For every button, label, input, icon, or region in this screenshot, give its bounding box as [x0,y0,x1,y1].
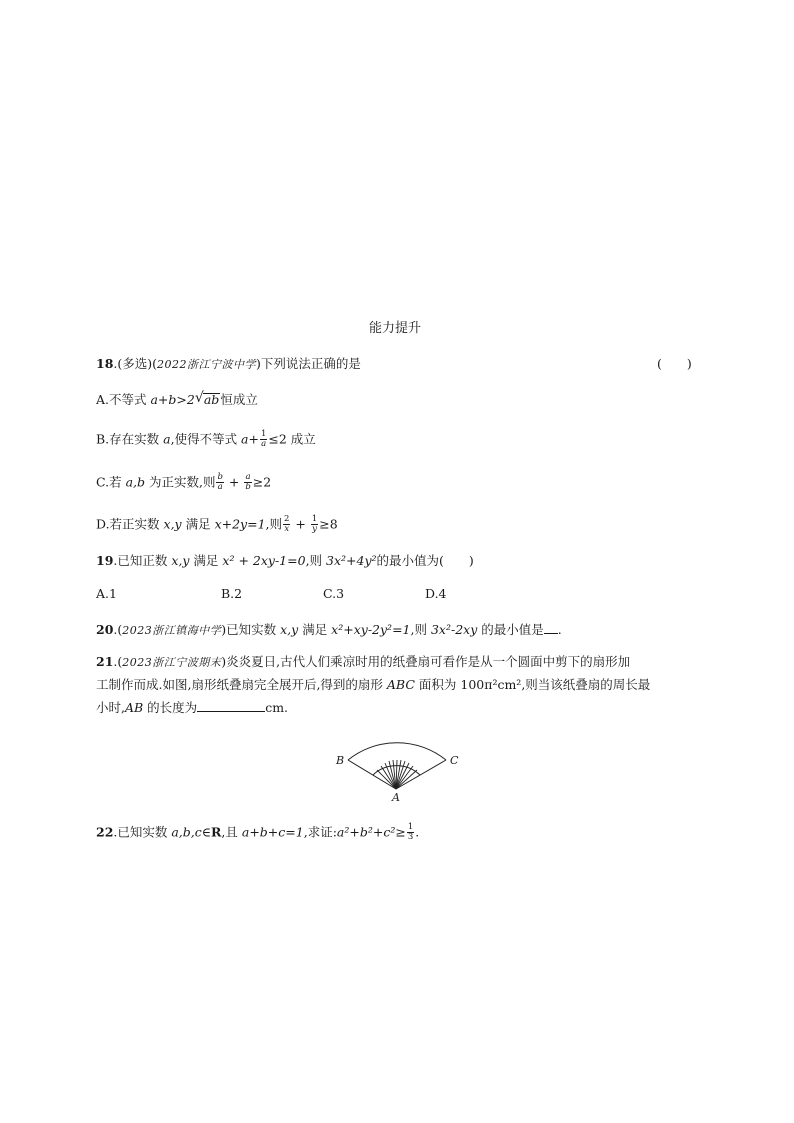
q22-vars: a,b,c [171,824,202,840]
q18-b-frac-num: 1 [260,429,267,439]
q18-b-frac-den: a [261,438,267,449]
q20-post: 的最小值是 [477,622,544,637]
q22-expr: a²+b²+c²≥ [336,824,406,840]
q18-d-f2-num: 1 [311,514,318,524]
q18-c-fraction-2 [244,473,251,491]
q22-pre: .已知实数 [113,824,172,840]
q18-d-fraction-2 [311,515,318,533]
fan-figure [330,722,464,804]
q18-b-fraction [260,430,267,448]
q22-prove: ,求证: [303,824,337,840]
section-title: 能力提升 [369,321,422,336]
q21-unit: cm. [265,700,289,715]
q19-cond: x² + 2xy-1=0 [222,553,306,568]
q20-pre: .( [113,622,123,637]
q18-option-d [96,516,338,534]
q19-option-c: C.3 [323,586,345,601]
q18-a-radicand: ab [203,392,220,407]
q20-number: 20 [96,622,114,637]
q18-a-tail: 恒成立 [220,392,258,407]
fan-ribs [377,760,417,789]
q21-segment: AB [124,700,144,715]
q20-end: . [557,622,562,637]
q21-line-1 [96,656,630,669]
q22-in: ∈ [201,824,212,840]
q18-stem [96,358,361,371]
q21-text-3-mid: 的长度为 [143,700,198,715]
q18-d-cond: x+2y=1 [214,516,266,532]
q21-answer-blank[interactable] [197,699,265,712]
q22-number: 22 [96,824,114,840]
q18-b-expr: a+ [241,431,259,447]
q19-option-b: B.2 [221,586,243,601]
q18-d-plus: + [291,516,310,532]
q21-text-3-pre: 小时, [96,700,125,715]
q20-expr: 3x²-2xy [430,622,478,637]
q18-source: 2022浙江宁波中学 [157,358,257,371]
q19-expr: 3x²+4y² [326,553,377,568]
q19-mid2: ,则 [305,553,327,568]
q19-post: 的最小值为( ) [376,553,474,568]
q18-c-fraction-1 [216,473,223,491]
q21-text-2-pre: 工制作而成.如图,扇形纸叠扇完全展开后,得到的扇形 [96,677,387,692]
q20-stem-pre: )已知实数 [221,622,281,637]
q19-pre: .已知正数 [113,553,172,568]
fan-label-a: A [392,791,400,804]
q19-option-d: D.4 [425,586,447,601]
q20-cond: x²+xy-2y²=1 [331,622,411,637]
q19-stem [96,555,474,568]
q20-mid: 满足 [298,622,332,637]
q18-a-sqrt [194,390,220,407]
q20-answer-blank[interactable] [544,621,558,634]
q21-text-1: )炎炎夏日,古代人们乘凉时用的纸叠扇可看作是从一个圆面中剪下的扇形加 [221,654,631,669]
q19-option-a: A.1 [96,586,117,601]
q19-vars: x,y [171,553,190,568]
q22-mid: ,且 [221,824,242,840]
q21-pre: .( [113,654,123,669]
q22-stem [96,824,419,842]
q19-mid: 满足 [189,553,223,568]
fan-edge-ab [348,760,396,789]
q18-d-fraction-1 [283,515,290,533]
q18-b-label: B.存在实数 [96,431,164,447]
q18-d-f1-den: x [284,523,290,534]
q18-d-mid: 满足 [181,516,215,532]
q18-c-plus: + [224,474,244,490]
q18-c-tail: ≥2 [252,474,272,490]
q18-c-f2-num: a [245,472,251,482]
q22-cond: a+b+c=1 [241,824,304,840]
q18-d-then: ,则 [265,516,283,532]
q21-text-2-mid: 面积为 100π²cm²,则当该纸叠扇的周长最 [414,677,651,692]
fan-outer-arc [348,743,446,760]
q18-c-vars: a,b [125,474,146,490]
q21-number: 21 [96,654,114,669]
q21-line-2 [96,679,650,692]
q18-d-f2-den: y [312,523,317,534]
q18-option-c [96,474,271,492]
q18-c-mid: 为正实数,则 [145,474,216,490]
q21-sector-name: ABC [386,677,415,692]
q18-answer-bracket: ( ) [657,356,692,371]
fan-label-c: C [450,754,459,767]
q22-end: . [415,824,420,840]
q18-tag: .(多选)( [113,356,158,371]
q22-fraction [407,823,414,841]
q18-b-tail: ≤2 成立 [268,431,316,447]
q21-line-3 [96,699,288,715]
q18-option-b [96,431,316,449]
q22-set: R [211,824,222,840]
q18-c-f2-den: b [245,481,251,492]
q18-option-a [96,390,258,407]
q20-source: 2023浙江镇海中学 [122,624,222,637]
q18-d-vars: x,y [163,516,182,532]
q18-a-expr: a+b>2 [150,392,195,407]
q18-number: 18 [96,356,114,371]
sqrt-sign-icon: √ [194,390,204,406]
q20-mid2: ,则 [410,622,431,637]
q18-c-f1-den: a [217,481,223,492]
q18-d-label: D.若正实数 [96,516,164,532]
q18-b-var: a [163,431,171,447]
q18-text: )下列说法正确的是 [256,356,361,371]
q18-c-f1-num: b [217,472,223,482]
q18-c-label: C.若 [96,474,126,490]
q20-vars: x,y [280,622,299,637]
q20-stem [96,621,562,637]
q18-b-mid: ,使得不等式 [170,431,242,447]
q18-d-tail: ≥8 [319,516,338,532]
q21-source: 2023浙江宁波期末 [122,656,222,669]
q22-frac-den: 3 [407,831,414,842]
q18-a-label: A.不等式 [96,392,151,407]
fan-label-b: B [336,754,345,767]
q18-d-f1-num: 2 [284,514,290,524]
q22-frac-num: 1 [407,822,414,832]
q19-number: 19 [96,553,114,568]
